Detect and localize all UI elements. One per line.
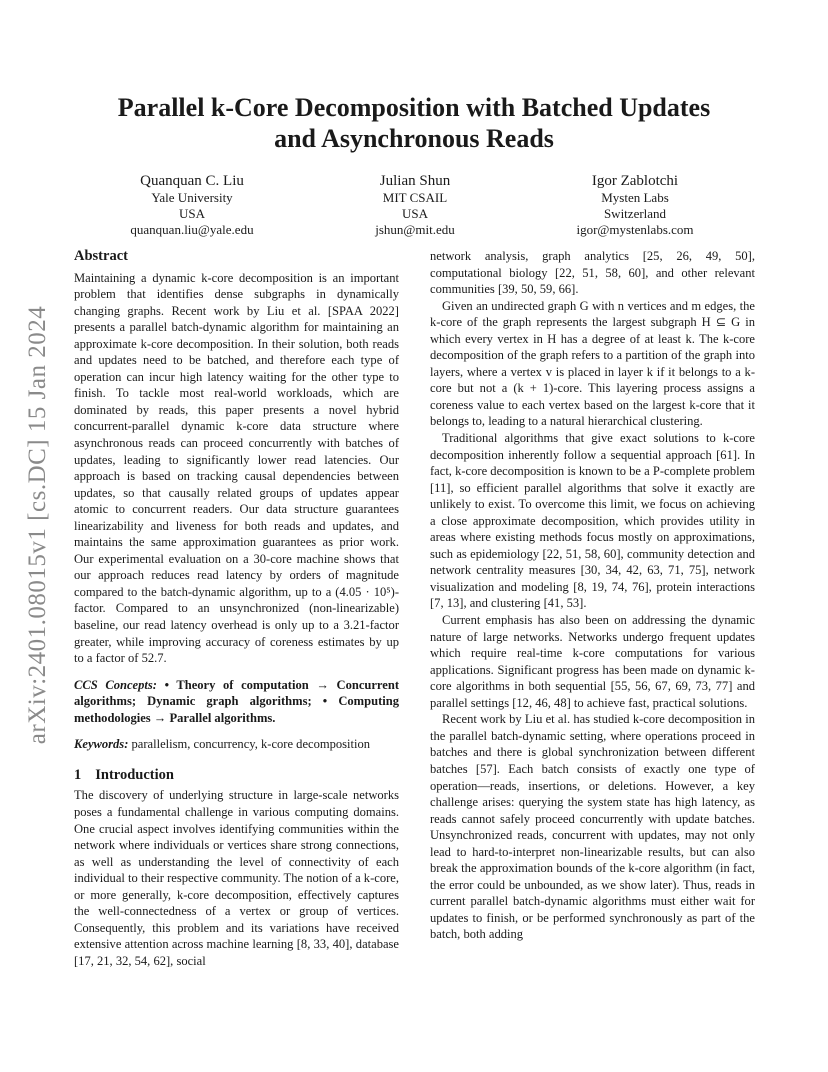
ccs-text: • Theory of computation → Concurrent algorithms; Dynamic graph algorithms; • Computing methodologies → Parallel algorithms. xyxy=(74,677,399,725)
author-country: USA xyxy=(178,206,205,221)
section-number: 1 xyxy=(74,766,82,783)
keywords xyxy=(74,736,399,753)
arxiv-identifier: arXiv:2401.08015v1 [cs.DC] 15 Jan 2024 xyxy=(24,305,51,745)
title-line-2: and Asynchronous Reads xyxy=(274,124,554,153)
introduction-heading xyxy=(74,767,399,784)
left-column xyxy=(74,248,399,969)
author-affiliation: MIT CSAIL xyxy=(382,190,448,205)
keywords-text: parallelism, concurrency, k-core decomposition xyxy=(131,737,371,752)
author-affiliation: Mysten Labs xyxy=(601,190,669,205)
keywords-label: Keywords: xyxy=(74,737,129,752)
author-name: Igor Zablotchi xyxy=(591,173,679,189)
author-email[interactable]: igor@mystenlabs.com xyxy=(576,222,694,237)
author-email[interactable]: jshun@mit.edu xyxy=(375,222,455,237)
ccs-concepts xyxy=(74,677,399,727)
intro-paragraph-continued: network analysis, graph analytics [25, 26, 49, 50], computational biology [22, 51, 58, 60], and other relevant communities [39, 50, 59, 66]. xyxy=(430,249,755,297)
paper-title xyxy=(60,92,768,154)
ccs-label: CCS Concepts: xyxy=(74,677,157,692)
arxiv-sidebar xyxy=(18,290,58,760)
section-title: Introduction xyxy=(95,766,174,783)
author-affiliation: Yale University xyxy=(151,190,233,205)
author-name: Quanquan C. Liu xyxy=(140,173,244,189)
title-line-1: Parallel k-Core Decomposition with Batched Updates xyxy=(117,93,711,122)
intro-paragraph-1: The discovery of underlying structure in large-scale networks poses a fundamental challenge in various computing domains. One crucial aspect involves identifying communities within the network where individuals or vertices share strong connections, as well as understanding the level of connectivity of each individual to their respective community. The notion of a k-core, or more generally, k-core decomposition, effectively captures the well-connectedness of a vertex or group of vertices. Consequently, this problem and its variations have received extensive attention across machine learning [8, 33, 40], database [17, 21, 32, 54, 62], social xyxy=(74,788,399,968)
author-country: USA xyxy=(401,206,428,221)
author-block-3 xyxy=(540,172,730,238)
intro-paragraph-3: Traditional algorithms that give exact solutions to k-core decomposition inherently follow a sequential approach [61]. In fact, k-core decomposition is known to be a P-complete problem [11], so efficient parallel algorithms that solve it exactly are unlikely to exist. To overcome this limit, we focus on achieving a close approximate decomposition, which provides utility in areas where existing methods focus mostly on approximations, such as epidemiology [22, 51, 58, 60], community detection and network centrality measures [30, 34, 42, 63, 71, 75], network visualization and modeling [8, 19, 74, 76], protein interactions [7, 13], and clustering [41, 53]. xyxy=(430,431,755,611)
author-name: Julian Shun xyxy=(379,173,451,189)
author-country: Switzerland xyxy=(603,206,667,221)
abstract-heading: Abstract xyxy=(74,248,128,264)
intro-paragraph-4: Current emphasis has also been on addressing the dynamic nature of large networks. Networks undergo frequent updates which require real-time k-core computations for various applications. Significant progress has been made on dynamic k-core algorithms in both sequential [55, 56, 67, 69, 73, 77] and parallel settings [12, 46, 48] to achieve fast, practical solutions. xyxy=(430,613,755,710)
intro-paragraph-2: Given an undirected graph G with n vertices and m edges, the k-core of the graph represents the largest subgraph H ⊆ G in which every vertex in H has a degree of at least k. The k-core decomposition of the graph refers to a partition of the graph into layers, where a vertex v is placed in layer k if it belongs to a k-core but not a (k + 1)-core. This layering process assigns a coreness value to each vertex based on the largest k-core that it belongs to, leading to a natural hierarchical clustering. xyxy=(430,298,755,429)
abstract-text: Maintaining a dynamic k-core decomposition is an important problem that identifies dense subgraphs in dynamically changing graphs. Recent work by Liu et al. [SPAA 2022] presents a parallel batch-dynamic algorithm for maintaining an approximate k-core decomposition. In their solution, both reads and updates need to be batched, and therefore each type of operation can incur high latency waiting for the other type to finish. To tackle most real-world workloads, which are dominated by reads, this paper presents a novel hybrid concurrent-parallel dynamic k-core data structure where asynchronous reads can proceed concurrently with batches of updates, leading to significantly lower read latencies. Our approach is based on tracking causal dependencies between updates, so that causally related groups of updates appear atomic to concurrent readers. Our data structure guarantees linearizability and liveness for both reads and updates, and maintains the same approximation guarantees as prior work. Our experimental evaluation on a 30-core machine shows that our approach reduces read latency by orders of magnitude compared to the batch-dynamic algorithm, up to a (4.05 · 10⁵)-factor. Compared to an unsynchronized (non-linearizable) baseline, our read latency overhead is only up to a 3.21-factor greater, while improving accuracy of coreness estimates by up to a factor of 52.7. xyxy=(74,270,399,666)
author-block-1 xyxy=(97,172,287,238)
right-column xyxy=(430,248,755,943)
intro-paragraph-5: Recent work by Liu et al. has studied k-core decomposition in the parallel batch-dynamic setting, where operations proceed in batches and there is global synchronization between different batches [57]. Each batch consists of exactly one type of operation—reads, insertions, or deletions. However, a key challenge arises: querying the system state has high latency, as reads cannot safely proceed concurrently with update batches. Unsynchronized reads, concurrent with updates, may not only lead to hard-to-interpret non-linearizable results, but can also break the approximation bounds of the k-core algorithm (in fact, the error could be unbounded, as we show later). Thus, reads in current parallel batch-dynamic algorithms must either wait for updates to finish, or be performed synchronously as part of the batch, both adding xyxy=(430,712,755,942)
author-block-2 xyxy=(320,172,510,238)
author-email[interactable]: quanquan.liu@yale.edu xyxy=(130,222,254,237)
